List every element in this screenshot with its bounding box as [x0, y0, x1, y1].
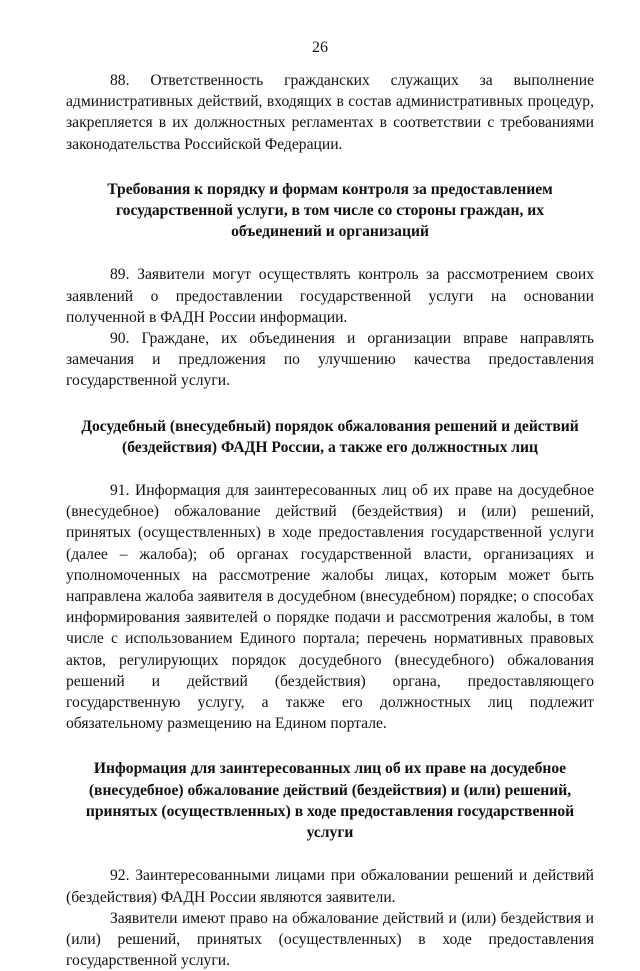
document-body: [66, 70, 594, 971]
paragraph-90: 90. Граждане, их объединения и организации вправе направлять замечания и предложения по улучшению качества предоставления государственной услуги.: [66, 330, 594, 390]
paragraph-88: 88. Ответственность гражданских служащих за выполнение административных действий, входящих в состав административных процедур, закрепляется в их должностных регламентах в соответствии с требованиями законодательства Российской Федерации.: [66, 72, 594, 153]
section-heading-control: Требования к порядку и формам контроля за предоставлением государственной услуги, в том числе со стороны граждан, их объединений и организаций: [107, 180, 553, 241]
paragraph-92-continued: Заявители имеют право на обжалование действий и (или) бездействия и (или) решений, принятых (осуществленных) в ходе предоставления государственной услуги.: [66, 909, 594, 970]
page-number: 26: [312, 39, 328, 56]
paragraph-92: 92. Заинтересованными лицами при обжаловании решений и действий (бездействия) ФАДН России являются заявители.: [66, 867, 594, 906]
paragraph-91: 91. Информация для заинтересованных лиц об их праве на досудебное (внесудебное) обжалование действий (бездействия) и (или) решений, принятых (осуществленных) в ходе предоставления государственной услуги (далее – жалоба); об органах государственной власти, организациях и уполномоченных на рассмотрение жалобы лицах, которым может быть направлена жалоба заявителя в досудебном (внесудебном) порядке; о способах информирования заявителей о порядке подачи и рассмотрения жалобы, в том числе с использованием Единого портала; перечень нормативных правовых актов, регулирующих порядок досудебного (внесудебного) обжалования решений и действий (бездействия) органа, предоставляющего государственную услугу, а также его должностных лиц подлежит обязательному размещению на Едином портале.: [66, 482, 594, 733]
paragraph-89: 89. Заявители могут осуществлять контроль за рассмотрением своих заявлений о предоставлении государственной услуги на основании полученной в ФАДН России информации.: [66, 266, 594, 326]
section-heading-information: Информация для заинтересованных лиц об их праве на досудебное (внесудебное) обжалование действий (бездействия) и (или) решений, принятых (осуществленных) в ходе предоставления государственной услуги: [85, 760, 575, 842]
section-heading-appeal: Досудебный (внесудебный) порядок обжалования решений и действий (бездействия) ФАДН России, а также его должностных лиц: [81, 417, 579, 456]
